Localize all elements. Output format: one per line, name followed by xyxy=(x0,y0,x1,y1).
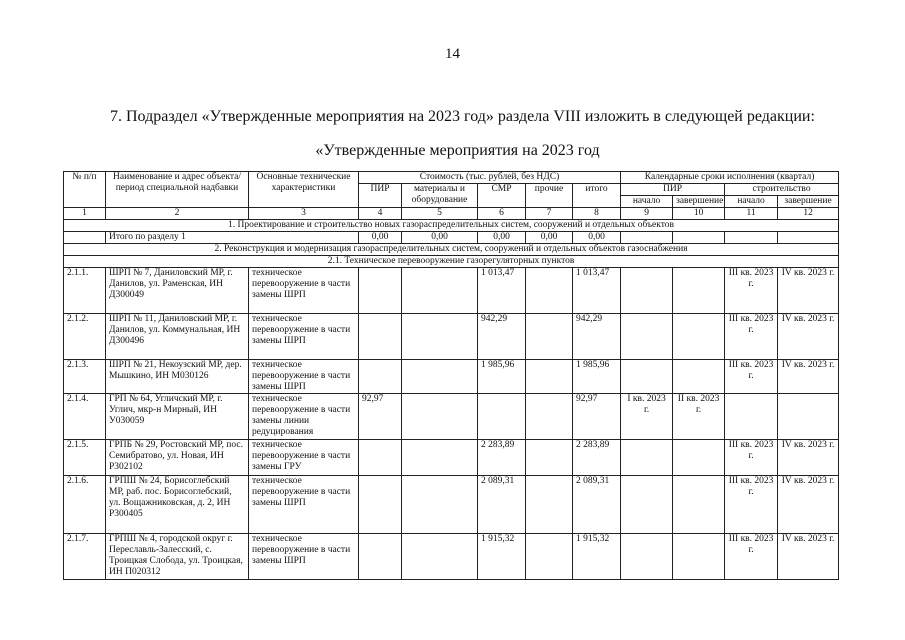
table-title xyxy=(0,142,905,160)
cost-pir xyxy=(359,314,402,360)
calendar-pir-header: ПИР xyxy=(621,184,725,196)
col-number: 10 xyxy=(673,208,725,220)
cost-total: 1 985,96 xyxy=(573,360,621,394)
cost-materials xyxy=(402,440,478,476)
row-number: 2.1.1. xyxy=(64,268,106,314)
construction-end-header: завершение xyxy=(778,196,839,208)
pir-start-quarter xyxy=(621,534,673,580)
cost-smr: 2 283,89 xyxy=(478,440,526,476)
construction-start-quarter: III кв. 2023 г. xyxy=(725,314,778,360)
col-num-header: № п/п xyxy=(64,172,106,208)
section-row xyxy=(64,256,839,268)
construction-start-quarter: III кв. 2023 г. xyxy=(725,360,778,394)
header-row-1 xyxy=(64,172,839,184)
table-row xyxy=(64,476,839,534)
pir-start-header: начало xyxy=(621,196,673,208)
table-row xyxy=(64,360,839,394)
object-name: ГРПБ № 29, Ростовский МР, пос. Семибратово, ул. Новая, ИН Р302102 xyxy=(106,440,249,476)
pir-start-quarter xyxy=(621,440,673,476)
row-number: 2.1.3. xyxy=(64,360,106,394)
cost-pir xyxy=(359,268,402,314)
section-row xyxy=(64,244,839,256)
technical-specs: техническое перевооружение в части замены ШРП xyxy=(249,476,359,534)
cost-total: 1 013,47 xyxy=(573,268,621,314)
pir-start-quarter xyxy=(621,360,673,394)
cost-other xyxy=(526,268,573,314)
row-number: 2.1.5. xyxy=(64,440,106,476)
pir-start-quarter: I кв. 2023 г. xyxy=(621,394,673,440)
technical-specs: техническое перевооружение в части замены ШРП xyxy=(249,314,359,360)
pir-end-quarter xyxy=(673,476,725,534)
total-other: 0,00 xyxy=(526,232,573,244)
construction-start-quarter: III кв. 2023 г. xyxy=(725,268,778,314)
pir-end-quarter: II кв. 2023 г. xyxy=(673,394,725,440)
technical-specs: техническое перевооружение в части замены ГРУ xyxy=(249,440,359,476)
row-number: 2.1.6. xyxy=(64,476,106,534)
construction-end-quarter: IV кв. 2023 г. xyxy=(778,360,839,394)
cost-pir xyxy=(359,360,402,394)
cost-other xyxy=(526,440,573,476)
cost-total: 92,97 xyxy=(573,394,621,440)
technical-specs: техническое перевооружение в части замены ШРП xyxy=(249,534,359,580)
pir-start-quarter xyxy=(621,314,673,360)
section-1-title: 1. Проектирование и строительство новых газораспределительных систем, сооружений и отдельных объектов xyxy=(64,220,839,232)
table-row xyxy=(64,268,839,314)
col-number: 5 xyxy=(402,208,478,220)
cost-materials-header: материалы и оборудование xyxy=(402,184,478,208)
col-number: 2 xyxy=(106,208,249,220)
col-number: 11 xyxy=(725,208,778,220)
construction-start-quarter xyxy=(725,394,778,440)
section-row xyxy=(64,220,839,232)
construction-start-quarter: III кв. 2023 г. xyxy=(725,440,778,476)
object-name: ГРПШ № 4, городской округ г. Переславль-Залесский, с. Троицкая Слобода, ул. Троицкая, ИН П020312 xyxy=(106,534,249,580)
calendar-construction-header: строительство xyxy=(725,184,839,196)
cost-pir xyxy=(359,440,402,476)
cost-total-header: итого xyxy=(573,184,621,208)
pir-end-quarter xyxy=(673,440,725,476)
pir-end-quarter xyxy=(673,268,725,314)
section-2-title: 2. Реконструкция и модернизация газораспределительных систем, сооружений и отдельных объектов газоснабжения xyxy=(64,244,839,256)
construction-start-quarter: III кв. 2023 г. xyxy=(725,476,778,534)
calendar-group-header: Календарные сроки исполнения (квартал) xyxy=(621,172,839,184)
table-row xyxy=(64,534,839,580)
cost-pir xyxy=(359,534,402,580)
cost-other xyxy=(526,394,573,440)
total-row xyxy=(64,232,839,244)
cost-materials xyxy=(402,268,478,314)
table-title-text: «Утвержденные мероприятия на 2023 год xyxy=(315,142,600,159)
construction-end-quarter xyxy=(778,394,839,440)
cost-smr xyxy=(478,394,526,440)
construction-end-quarter: IV кв. 2023 г. xyxy=(778,314,839,360)
cost-pir xyxy=(359,476,402,534)
cost-other xyxy=(526,534,573,580)
pir-end-quarter xyxy=(673,314,725,360)
technical-specs: техническое перевооружение в части замены ШРП xyxy=(249,360,359,394)
col-number: 8 xyxy=(573,208,621,220)
construction-end-quarter: IV кв. 2023 г. xyxy=(778,534,839,580)
section-heading: 7. Подраздел «Утвержденные мероприятия на 2023 год» раздела VIII изложить в следующей редакции: xyxy=(110,108,815,125)
total-row-label: Итого по разделу 1 xyxy=(106,232,359,244)
cost-total: 2 283,89 xyxy=(573,440,621,476)
cost-total: 942,29 xyxy=(573,314,621,360)
object-name: ШРП № 11, Даниловский МР, г. Данилов, ул. Коммунальная, ИН Д300496 xyxy=(106,314,249,360)
pir-start-quarter xyxy=(621,268,673,314)
page-number: 14 xyxy=(445,46,460,62)
total-materials: 0,00 xyxy=(402,232,478,244)
cost-total: 2 089,31 xyxy=(573,476,621,534)
col-number: 4 xyxy=(359,208,402,220)
cost-other xyxy=(526,360,573,394)
technical-specs: техническое перевооружение в части замены линии редуцирования xyxy=(249,394,359,440)
construction-end-quarter: IV кв. 2023 г. xyxy=(778,440,839,476)
pir-end-quarter xyxy=(673,534,725,580)
object-name: ШРП № 7, Даниловский МР, г. Данилов, ул. Раменская, ИН Д300049 xyxy=(106,268,249,314)
cost-other xyxy=(526,314,573,360)
cost-pir: 92,97 xyxy=(359,394,402,440)
cost-group-header: Стоимость (тыс. рублей, без НДС) xyxy=(359,172,621,184)
total-row-num xyxy=(64,232,106,244)
col-number: 12 xyxy=(778,208,839,220)
cost-materials xyxy=(402,360,478,394)
col-name-header: Наименование и адрес объекта/ период специальной надбавки xyxy=(106,172,249,208)
row-number: 2.1.2. xyxy=(64,314,106,360)
total-pir: 0,00 xyxy=(359,232,402,244)
cost-smr-header: СМР xyxy=(478,184,526,208)
col-number: 9 xyxy=(621,208,673,220)
object-name: ШРП № 21, Некоузский МР, дер. Мышкино, ИН М030126 xyxy=(106,360,249,394)
table-row xyxy=(64,314,839,360)
cost-materials xyxy=(402,476,478,534)
cost-smr: 942,29 xyxy=(478,314,526,360)
measures-table xyxy=(63,171,839,580)
pir-start-quarter xyxy=(621,476,673,534)
cost-smr: 1 985,96 xyxy=(478,360,526,394)
total-total: 0,00 xyxy=(573,232,621,244)
object-name: ГРП № 64, Угличский МР, г. Углич, мкр-н Мирный, ИН У030059 xyxy=(106,394,249,440)
pir-end-quarter xyxy=(673,360,725,394)
cost-smr: 2 089,31 xyxy=(478,476,526,534)
cost-materials xyxy=(402,394,478,440)
construction-end-quarter: IV кв. 2023 г. xyxy=(778,268,839,314)
total-smr: 0,00 xyxy=(478,232,526,244)
cost-pir-header: ПИР xyxy=(359,184,402,208)
cost-materials xyxy=(402,314,478,360)
object-name: ГРПШ № 24, Борисоглебский МР, раб. пос. Борисоглебский, ул. Вощажниковская, д. 2, ИН Р300405 xyxy=(106,476,249,534)
col-number: 1 xyxy=(64,208,106,220)
col-number: 6 xyxy=(478,208,526,220)
pir-end-header: завершение xyxy=(673,196,725,208)
col-specs-header: Основные технические характеристики xyxy=(249,172,359,208)
section-2-1-title: 2.1. Техническое перевооружение газорегуляторных пунктов xyxy=(64,256,839,268)
row-number: 2.1.4. xyxy=(64,394,106,440)
cost-other xyxy=(526,476,573,534)
col-number: 7 xyxy=(526,208,573,220)
cost-smr: 1 013,47 xyxy=(478,268,526,314)
cost-materials xyxy=(402,534,478,580)
construction-start-quarter: III кв. 2023 г. xyxy=(725,534,778,580)
table-row xyxy=(64,440,839,476)
col-number: 3 xyxy=(249,208,359,220)
cost-other-header: прочие xyxy=(526,184,573,208)
cost-smr: 1 915,32 xyxy=(478,534,526,580)
construction-end-quarter: IV кв. 2023 г. xyxy=(778,476,839,534)
cost-total: 1 915,32 xyxy=(573,534,621,580)
technical-specs: техническое перевооружение в части замены ШРП xyxy=(249,268,359,314)
construction-start-header: начало xyxy=(725,196,778,208)
table-row xyxy=(64,394,839,440)
column-numbers-row xyxy=(64,208,839,220)
row-number: 2.1.7. xyxy=(64,534,106,580)
